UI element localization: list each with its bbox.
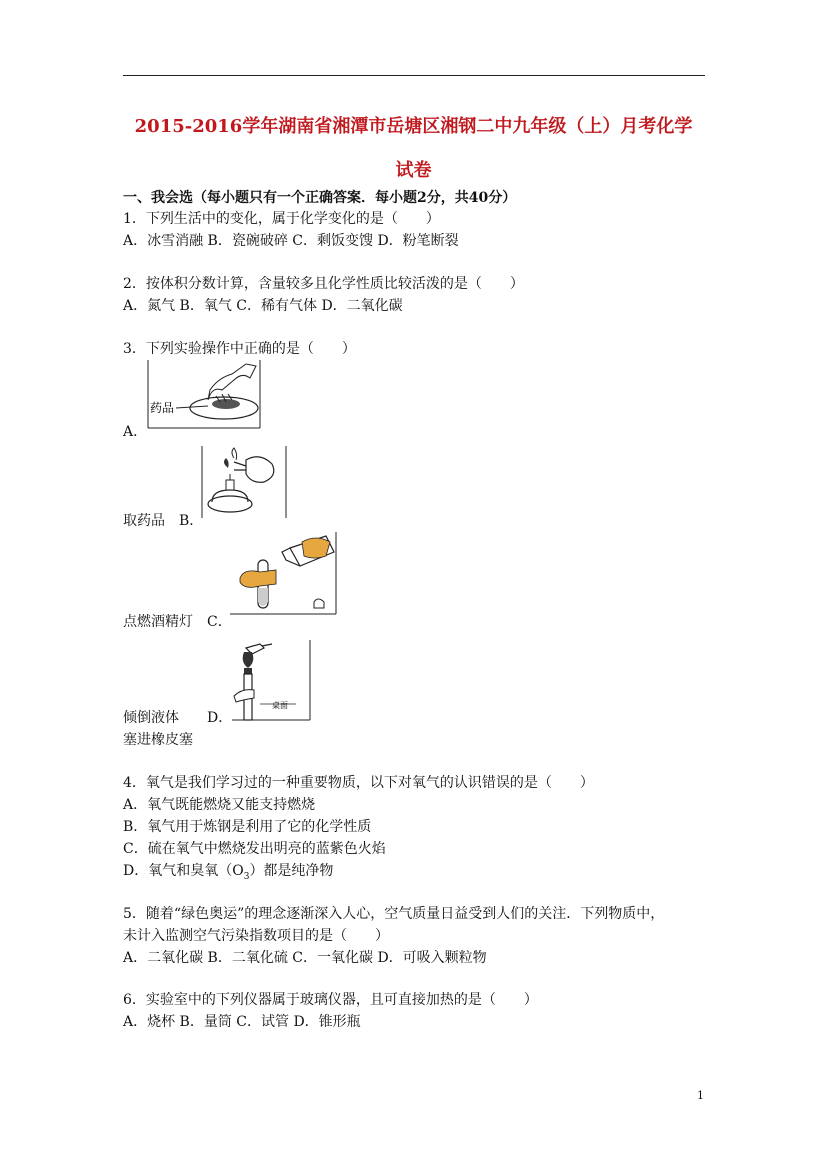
- q1-options: A．冰雪消融 B．瓷碗破碎 C．剩饭变馊 D．粉笔断裂: [123, 233, 459, 249]
- q2-options: A．氮气 B．氧气 C．稀有气体 D．二氧化碳: [123, 298, 403, 314]
- q4-option-d: [123, 862, 333, 886]
- header-rule: [123, 75, 705, 76]
- q4-option-b: B．氧气用于炼钢是利用了它的化学性质: [123, 819, 372, 835]
- q3-option-a: A．: [123, 424, 148, 440]
- fig-a-label: 药品: [150, 401, 175, 415]
- q4-option-d-pre: D．氧气和臭氧（O: [123, 863, 244, 879]
- q5-options: A．二氧化碳 B．二氧化硫 C．一氧化碳 D．可吸入颗粒物: [123, 950, 487, 966]
- figure-b-lighting-lamp: [200, 446, 288, 520]
- figure-d-inserting-stopper: [230, 640, 314, 722]
- q3-stem: 3．下列实验操作中正确的是（ ）: [123, 341, 356, 357]
- q1-stem: 1．下列生活中的变化，属于化学变化的是（ ）: [123, 211, 440, 227]
- doc-title-line1: 2015-2016学年湖南省湘潭市岳塘区湘钢二中九年级（上）月考化学: [134, 116, 693, 137]
- q4-option-d-post: ）都是纯净物: [249, 863, 334, 879]
- page-number: 1: [697, 1089, 704, 1102]
- q3-caption-a: 取药品 B．: [123, 513, 204, 529]
- q3-caption-b: 点燃酒精灯 C．: [123, 614, 232, 630]
- q5-stem-line2: 未计入监测空气污染指数项目的是（ ）: [123, 928, 389, 944]
- q4-option-d-sub: 3: [243, 871, 250, 882]
- figure-a-hand-grab-chemical: [146, 360, 262, 430]
- q2-stem: 2．按体积分数计算，含量较多且化学性质比较活泼的是（ ）: [123, 276, 524, 292]
- q3-caption-c: 倾倒液体 D．: [123, 710, 233, 726]
- doc-title-line2: 试卷: [395, 160, 432, 181]
- fig-d-label: 桌面: [272, 701, 288, 710]
- q3-caption-d: 塞进橡皮塞: [123, 732, 193, 748]
- section-heading: 一、我会选（每小题只有一个正确答案．每小题2分，共40分）: [123, 190, 517, 206]
- figure-c-pouring-liquid: [230, 532, 338, 616]
- q4-option-a: A．氧气既能燃烧又能支持燃烧: [123, 797, 316, 813]
- q6-stem: 6．实验室中的下列仪器属于玻璃仪器，且可直接加热的是（ ）: [123, 992, 538, 1008]
- q5-stem-line1: 5．随着“绿色奥运”的理念逐渐深入人心，空气质量日益受到人们的关注．下列物质中，: [123, 906, 665, 922]
- q4-stem: 4．氧气是我们学习过的一种重要物质，以下对氧气的认识错误的是（ ）: [123, 775, 594, 791]
- q6-options: A．烧杯 B．量筒 C．试管 D．锥形瓶: [123, 1014, 361, 1030]
- q4-option-c: C．硫在氧气中燃烧发出明亮的蓝紫色火焰: [123, 841, 386, 857]
